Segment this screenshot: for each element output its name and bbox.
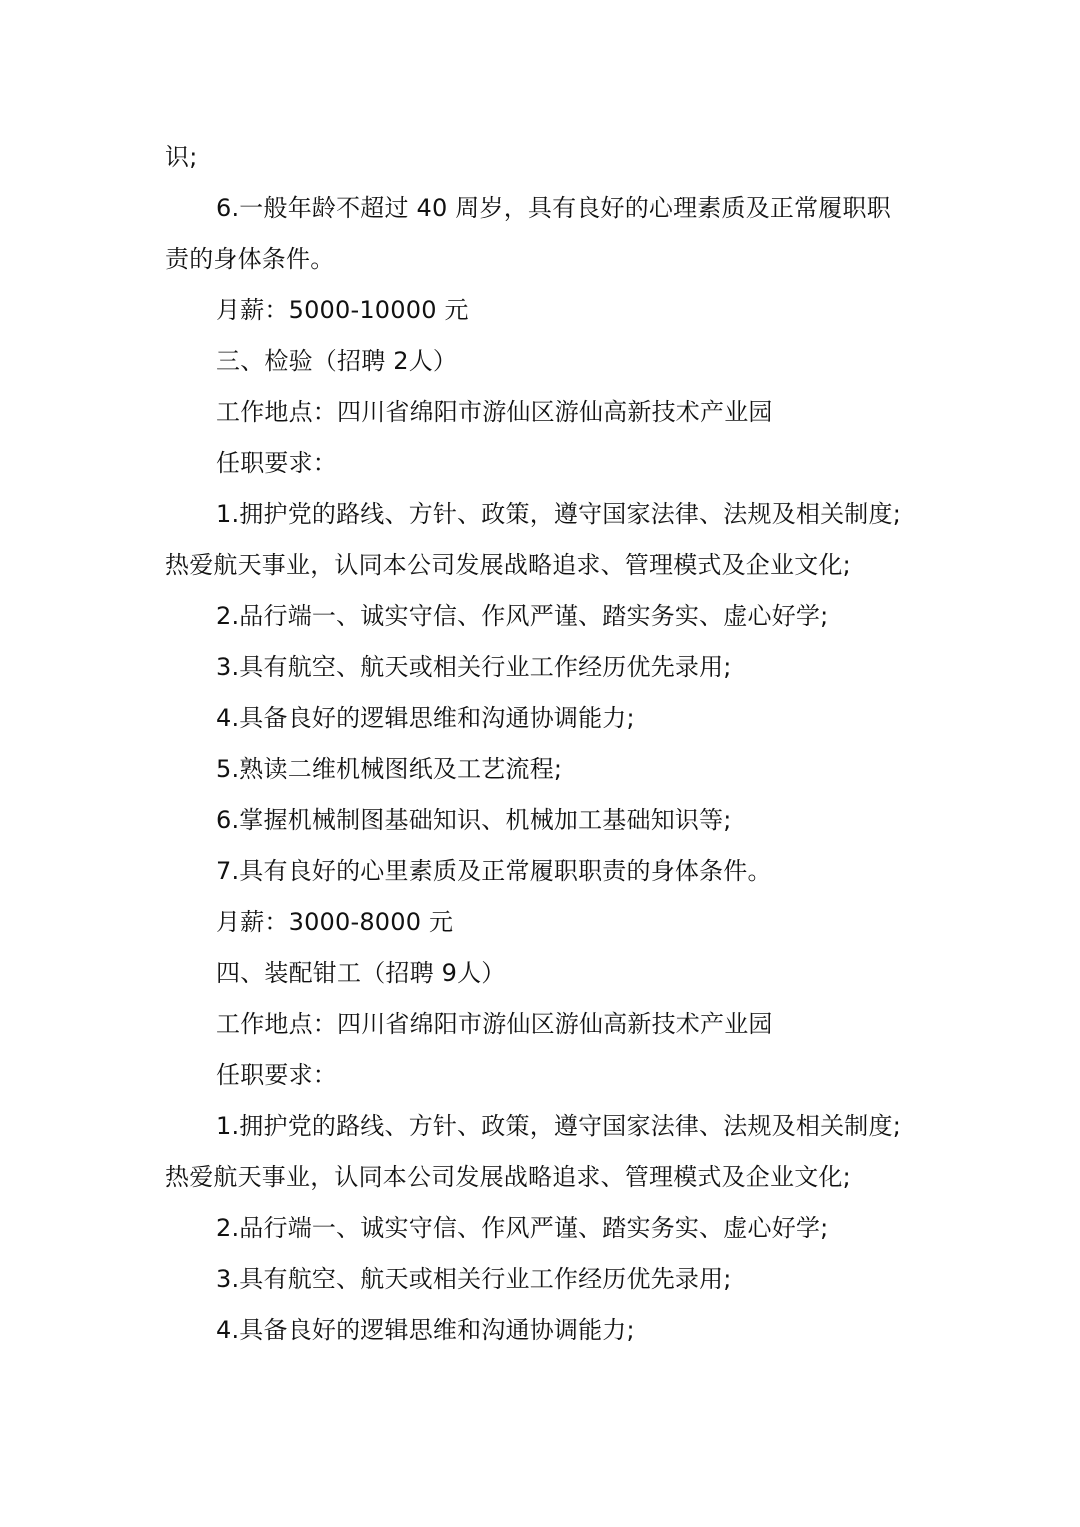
text-line: 责的身体条件。 — [165, 245, 335, 273]
text-line: 4.具备良好的逻辑思维和沟通协调能力; — [216, 704, 635, 732]
work-location-line: 工作地点：四川省绵阳市游仙区游仙高新技术产业园 — [216, 398, 773, 426]
section-heading: 三、检验（招聘 2人） — [216, 347, 458, 375]
requirements-heading: 任职要求： — [216, 449, 337, 477]
salary-line: 月薪：5000-10000 元 — [216, 296, 469, 324]
text-line: 1.拥护党的路线、方针、政策，遵守国家法律、法规及相关制度; — [216, 1112, 901, 1140]
text-line: 6.掌握机械制图基础知识、机械加工基础知识等; — [216, 806, 732, 834]
document-body — [165, 132, 940, 1356]
text-line: 热爱航天事业，认同本公司发展战略追求、管理模式及企业文化; — [165, 1163, 851, 1191]
section-heading: 四、装配钳工（招聘 9人） — [216, 959, 506, 987]
text-line: 热爱航天事业，认同本公司发展战略追求、管理模式及企业文化; — [165, 551, 851, 579]
text-line: 6.一般年龄不超过 40 周岁，具有良好的心理素质及正常履职职 — [216, 194, 891, 222]
text-line: 5.熟读二维机械图纸及工艺流程; — [216, 755, 563, 783]
text-line: 4.具备良好的逻辑思维和沟通协调能力; — [216, 1316, 635, 1344]
text-line: 1.拥护党的路线、方针、政策，遵守国家法律、法规及相关制度; — [216, 500, 901, 528]
text-line: 3.具有航空、航天或相关行业工作经历优先录用; — [216, 653, 732, 681]
salary-line: 月薪：3000-8000 元 — [216, 908, 454, 936]
text-line: 2.品行端一、诚实守信、作风严谨、踏实务实、虚心好学; — [216, 602, 829, 630]
work-location-line: 工作地点：四川省绵阳市游仙区游仙高新技术产业园 — [216, 1010, 773, 1038]
text-line: 3.具有航空、航天或相关行业工作经历优先录用; — [216, 1265, 732, 1293]
text-line: 7.具有良好的心里素质及正常履职职责的身体条件。 — [216, 857, 772, 885]
requirements-heading: 任职要求： — [216, 1061, 337, 1089]
text-line: 识; — [165, 143, 198, 171]
text-line: 2.品行端一、诚实守信、作风严谨、踏实务实、虚心好学; — [216, 1214, 829, 1242]
